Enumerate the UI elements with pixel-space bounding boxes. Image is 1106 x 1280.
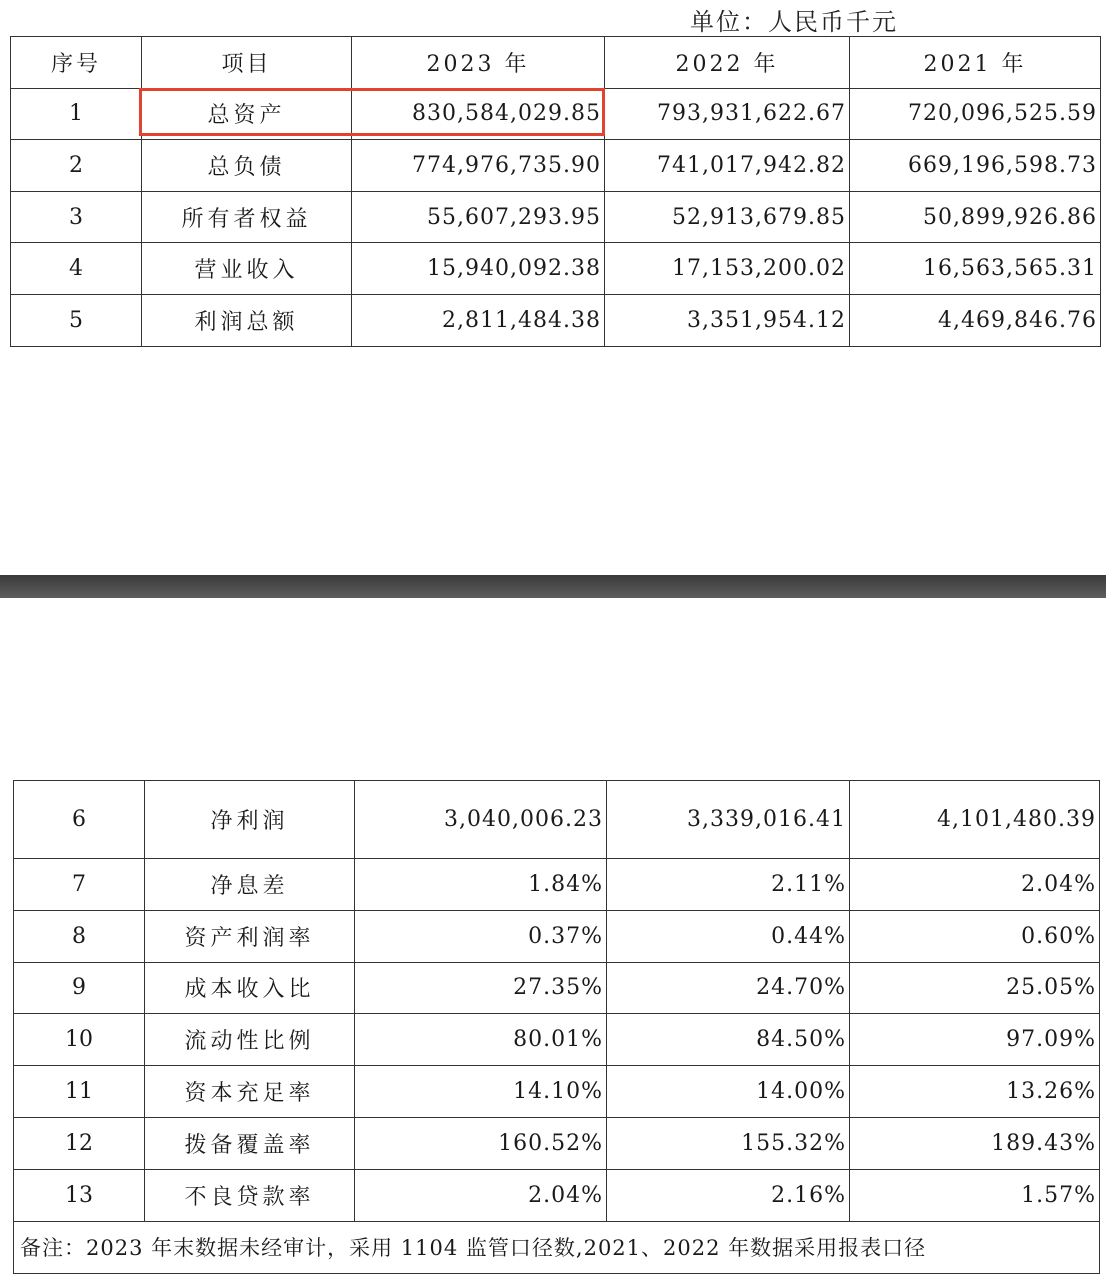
value-2021: 4,101,480.39 [850,781,1100,859]
row-index: 11 [14,1066,145,1118]
value-2021: 669,196,598.73 [850,140,1101,192]
row-index: 13 [14,1169,145,1221]
header-2021: 2021 年 [850,37,1101,89]
value-2023: 27.35% [355,962,607,1014]
table-row [14,962,1100,1014]
value-2023: 14.10% [355,1066,607,1118]
row-item: 成本收入比 [145,962,355,1014]
row-item: 净息差 [145,859,355,911]
value-2023: 830,584,029.85 [352,88,605,140]
value-2023: 774,976,735.90 [352,140,605,192]
value-2021: 13.26% [850,1066,1100,1118]
value-2023: 1.84% [355,859,607,911]
value-2022: 52,913,679.85 [605,191,850,243]
value-2022: 3,339,016.41 [607,781,850,859]
value-2022: 0.44% [607,910,850,962]
table-note: 备注：2023 年末数据未经审计，采用 1104 监管口径数,2021、2022 年数据采用报表口径 [14,1221,1100,1273]
row-index: 7 [14,859,145,911]
table-row [14,1066,1100,1118]
value-2022: 2.16% [607,1169,850,1221]
table-row [11,243,1101,295]
row-item: 利润总额 [142,294,352,346]
table-row [11,88,1101,140]
value-2023: 15,940,092.38 [352,243,605,295]
value-2021: 25.05% [850,962,1100,1014]
header-2023: 2023 年 [352,37,605,89]
note-row [14,1221,1100,1273]
value-2023: 2,811,484.38 [352,294,605,346]
value-2023: 3,040,006.23 [355,781,607,859]
value-2021: 16,563,565.31 [850,243,1101,295]
value-2022: 17,153,200.02 [605,243,850,295]
row-item: 拨备覆盖率 [145,1117,355,1169]
table-row [14,1117,1100,1169]
row-item: 流动性比例 [145,1014,355,1066]
table-header-row [11,37,1101,89]
value-2022: 84.50% [607,1014,850,1066]
row-index: 9 [14,962,145,1014]
value-2021: 4,469,846.76 [850,294,1101,346]
value-2022: 741,017,942.82 [605,140,850,192]
row-item: 总资产 [142,88,352,140]
value-2023: 2.04% [355,1169,607,1221]
value-2022: 3,351,954.12 [605,294,850,346]
row-item: 资本充足率 [145,1066,355,1118]
table-row [14,1014,1100,1066]
header-index: 序号 [11,37,142,89]
value-2022: 2.11% [607,859,850,911]
value-2023: 160.52% [355,1117,607,1169]
row-index: 5 [11,294,142,346]
row-item: 不良贷款率 [145,1169,355,1221]
value-2021: 50,899,926.86 [850,191,1101,243]
table-row [11,191,1101,243]
value-2021: 720,096,525.59 [850,88,1101,140]
row-index: 1 [11,88,142,140]
section-divider [0,575,1106,598]
value-2021: 189.43% [850,1117,1100,1169]
value-2023: 55,607,293.95 [352,191,605,243]
row-index: 10 [14,1014,145,1066]
table-row [14,910,1100,962]
value-2021: 2.04% [850,859,1100,911]
financial-table-bottom [13,780,1100,1274]
unit-label: 单位：人民币千元 [690,8,898,36]
row-index: 12 [14,1117,145,1169]
row-index: 3 [11,191,142,243]
row-item: 营业收入 [142,243,352,295]
row-item: 净利润 [145,781,355,859]
table-row [14,1169,1100,1221]
row-item: 资产利润率 [145,910,355,962]
row-index: 2 [11,140,142,192]
value-2022: 14.00% [607,1066,850,1118]
value-2023: 0.37% [355,910,607,962]
table-row [11,294,1101,346]
value-2021: 1.57% [850,1169,1100,1221]
value-2022: 24.70% [607,962,850,1014]
value-2023: 80.01% [355,1014,607,1066]
row-item: 总负债 [142,140,352,192]
value-2022: 793,931,622.67 [605,88,850,140]
header-item: 项目 [142,37,352,89]
value-2022: 155.32% [607,1117,850,1169]
row-index: 8 [14,910,145,962]
value-2021: 0.60% [850,910,1100,962]
table-row [14,781,1100,859]
table-row [11,140,1101,192]
row-item: 所有者权益 [142,191,352,243]
row-index: 4 [11,243,142,295]
row-index: 6 [14,781,145,859]
table-row [14,859,1100,911]
financial-table-top [10,36,1101,347]
value-2021: 97.09% [850,1014,1100,1066]
header-2022: 2022 年 [605,37,850,89]
